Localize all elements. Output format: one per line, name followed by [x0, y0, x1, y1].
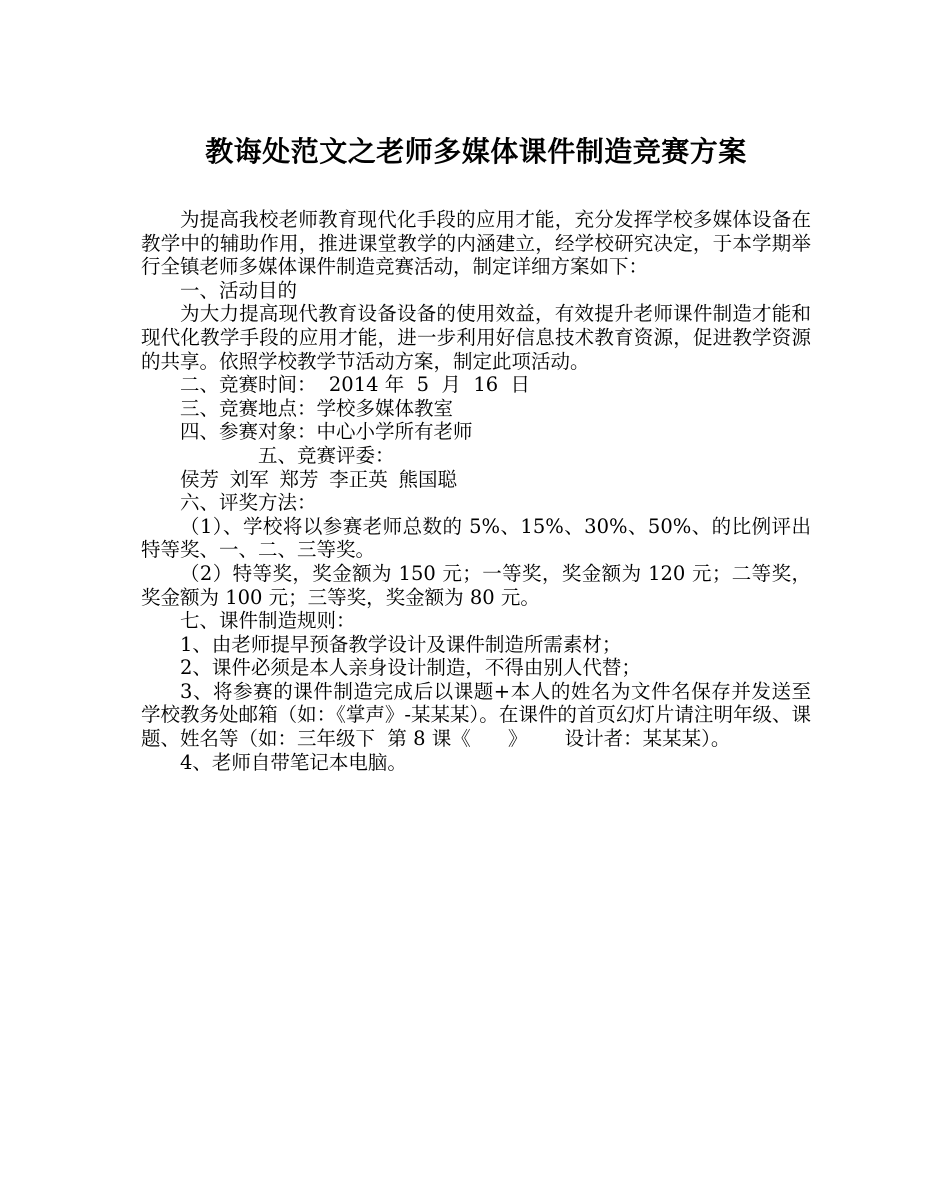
rule-item: 1、由老师提早预备教学设计及课件制造所需素材； [180, 632, 622, 656]
competition-time: 二、竞赛时间： 2014 年 5 月 16 日 [180, 373, 531, 397]
judge-name: 刘军 [229, 467, 269, 491]
document-page [141, 130, 811, 774]
section-heading-rules: 七、课件制造规则： [180, 609, 356, 633]
document-title: 教诲处范文之老师多媒体课件制造竞赛方案 [205, 135, 747, 168]
award-rule-2: （2）特等奖，奖金额为 150 元；一等奖，奖金额为 120 元；二等奖，奖金额为 100 元；三等奖，奖金额为 80 元。 [141, 561, 811, 609]
judge-name: 熊国聪 [398, 467, 457, 491]
judge-name: 李正英 [329, 467, 388, 491]
section-heading-purpose: 一、活动目的 [180, 278, 298, 302]
rule-item: 4、老师自带笔记本电脑。 [180, 750, 407, 774]
judge-name: 侯芳 [180, 467, 220, 491]
judge-name: 郑芳 [279, 467, 319, 491]
participants: 四、参赛对象：中心小学所有老师 [180, 420, 473, 444]
judges-list [141, 468, 811, 492]
section-heading-judges: 五、竞赛评委： [258, 443, 395, 467]
award-rule-1: （1）、学校将以参赛老师总数的 5%、15%、30%、50%、的比例评出特等奖、一、二、三等奖。 [141, 514, 811, 562]
purpose-paragraph: 为大力提高现代教育设备设备的使用效益，有效提升老师课件制造才能和现代化教学手段的应用才能，进一步利用好信息技术教育资源，促进教学资源的共享。依照学校教学节活动方案，制定此项活动。 [141, 302, 811, 373]
rule-item: 3、将参赛的课件制造完成后以课题+本人的姓名为文件名保存并发送至学校教务处邮箱（如：《掌声》-某某某）。在课件的首页幻灯片请注明年级、课题、姓名等（如：三年级下 第 8 课《 》 设计者：某某某）。 [141, 679, 811, 751]
document-body [141, 208, 811, 774]
rule-item: 2、课件必须是本人亲身设计制造，不得由别人代替； [180, 656, 641, 680]
competition-location: 三、竞赛地点：学校多媒体教室 [180, 396, 454, 420]
intro-paragraph: 为提高我校老师教育现代化手段的应用才能，充分发挥学校多媒体设备在教学中的辅助作用，推进课堂教学的内涵建立，经学校研究决定，于本学期举行全镇老师多媒体课件制造竞赛活动，制定详细方案如下： [141, 208, 811, 279]
section-heading-awards: 六、评奖方法： [180, 491, 317, 515]
